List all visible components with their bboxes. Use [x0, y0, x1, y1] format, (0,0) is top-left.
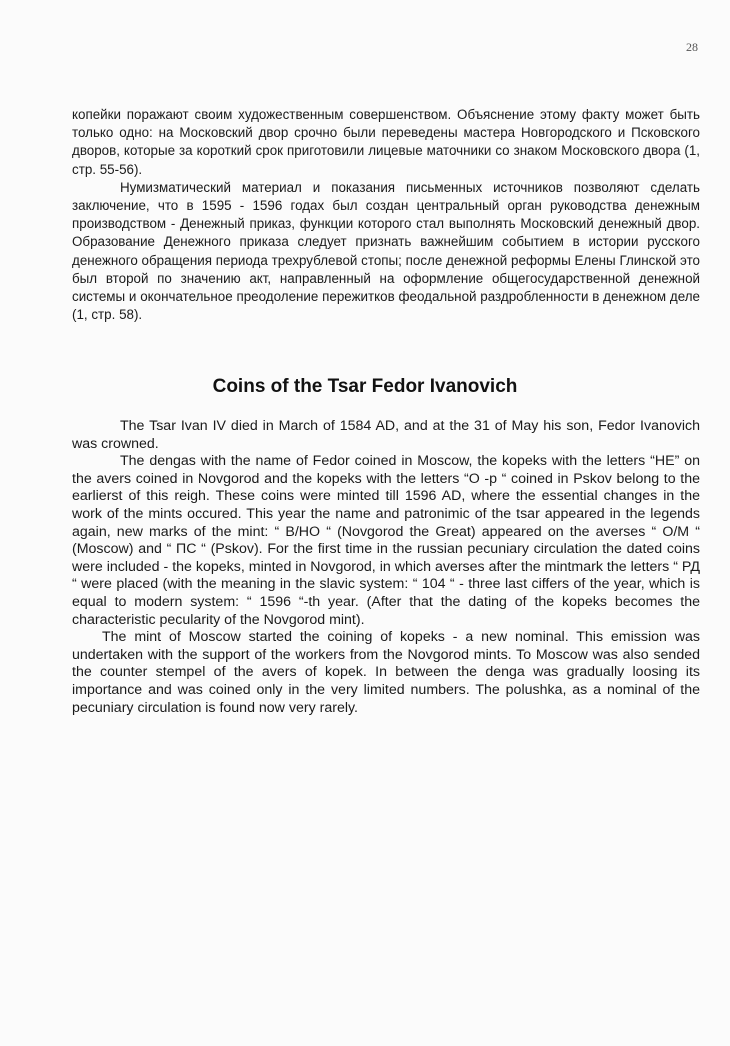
- english-text-section: [72, 418, 700, 717]
- section-heading: Coins of the Tsar Fedor Ivanovich: [212, 376, 518, 397]
- english-paragraph-3: The mint of Moscow started the coining of kopeks - a new nominal. This emission was undertaken with the support of the workers from the Novgorod mints. To Moscow was also sended the counter stempel of the avers of kopek. In between the denga was gradually loosing its importance and was coined only in the very limited numbers. The polushka, as a nominal of the pecuniary circulation is found now very rarely.: [72, 629, 700, 716]
- russian-text-section: [72, 106, 700, 324]
- english-paragraph-2: The dengas with the name of Fedor coined in Moscow, the kopeks with the letters “НЕ” on the avers coined in Novgorod and the kopeks with the letters “О -р “ coined in Pskov belong to the earlierst of this reigh. These coins were minted till 1596 AD, where the essential changes in the work of the mints occured. This year the name and patronimic of the tsar appeared in the legends again, new marks of the mint: “ В/НО “ (Novgorod the Great) appeared on the averses “ О/М “ (Moscow) and “ ПС “ (Pskov). For the first time in the russian pecuniary circulation the dated coins were included - the kopeks, minted in Novgorod, in which averses after the mintmark the letters “ РД “ were placed (with the meaning in the slavic system: “ 104 “ - three last ciffers of the year, which is equal to modern system: “ 1596 “-th year. (After that the dating of the kopeks becomes the characteristic pecularity of the Novgorod mint).: [72, 453, 700, 628]
- english-paragraph-1: The Tsar Ivan IV died in March of 1584 AD, and at the 31 of May his son, Fedor Ivanovich was crowned.: [72, 418, 700, 452]
- page-number: 28: [686, 40, 698, 54]
- russian-paragraph-2: Нумизматический материал и показания письменных источников позволяют сделать заключение, что в 1595 - 1596 годах был создан центральный орган руководства денежным производством - Денежный приказ, функции которого стал выполнять Московский денежный двор. Образование Денежного приказа следует признать важнейшим событием в истории русского денежного обращения периода трехрублевой стопы; после денежной реформы Елены Глинской это был второй по значению акт, направленный на оформление общегосударственной денежной системы и окончательное преодоление пережитков феодальной раздробленности в денежном деле (1, стр. 58).: [72, 179, 700, 323]
- russian-paragraph-1: копейки поражают своим художественным совершенством. Объяснение этому факту может быть только одно: на Московский двор срочно были переведены мастера Новгородского и Псковского дворов, которые за короткий срок приготовили лицевые маточники со знаком Московского двора (1, стр. 55-56).: [72, 107, 700, 177]
